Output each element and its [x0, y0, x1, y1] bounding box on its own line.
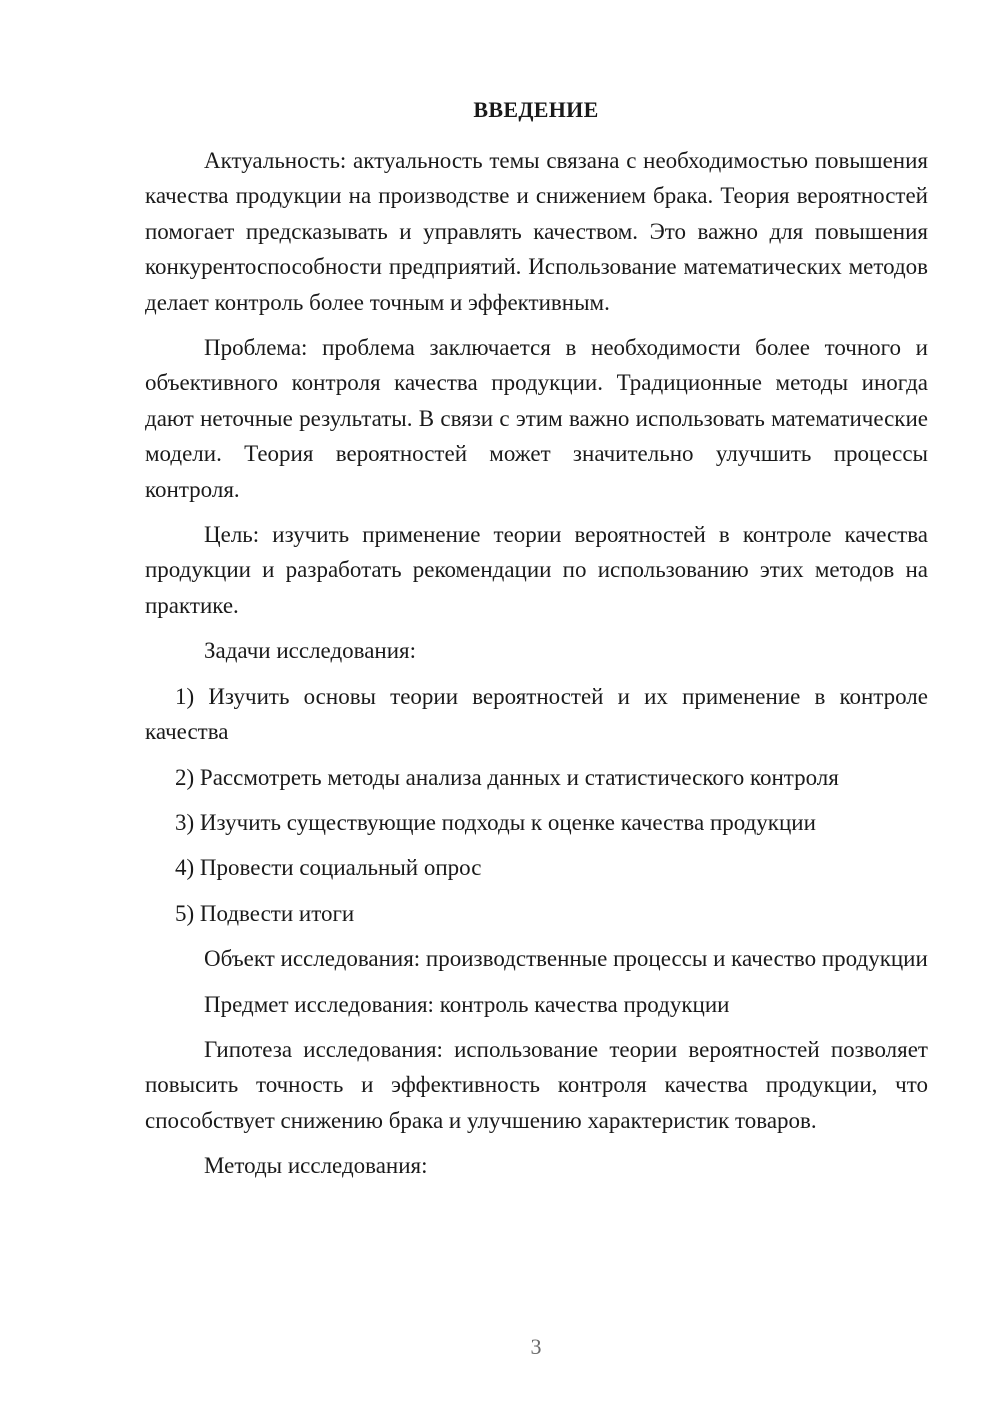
paragraph-problem: Проблема: проблема заключается в необходимости более точного и объективного контроля качества продукции. Традиционные методы иногда дают неточные результаты. В связи с этим важно использовать математические модели. Теория вероятностей может значительно улучшить процессы контроля.: [145, 335, 928, 502]
tasks-heading: Задачи исследования:: [204, 638, 417, 664]
paragraph-relevance: Актуальность: актуальность темы связана с необходимостью повышения качества продукции на производстве и снижением брака. Теория вероятностей помогает предсказывать и управлять качеством. Это важно для повышения конкурентоспособности предприятий. Использование математических методов делает контроль более точным и эффективным.: [145, 148, 928, 315]
document-body: [145, 143, 928, 1184]
paragraph-object: Объект исследования: производственные процессы и качество продукции: [204, 946, 928, 972]
tasks-list: [145, 679, 928, 931]
list-item: 5) Подвести итоги: [175, 900, 355, 926]
page-number: 3: [530, 1334, 542, 1359]
list-item: 4) Провести социальный опрос: [175, 855, 482, 881]
paragraph-subject: Предмет исследования: контроль качества продукции: [204, 991, 730, 1017]
page-title: ВВЕДЕНИЕ: [473, 97, 599, 122]
list-item: 2) Рассмотреть методы анализа данных и статистического контроля: [175, 764, 839, 790]
paragraph-hypothesis: Гипотеза исследования: использование теории вероятностей позволяет повысить точность и эффективность контроля качества продукции, что способствует снижению брака и улучшению характеристик товаров.: [145, 1036, 928, 1133]
methods-heading: Методы исследования:: [204, 1153, 428, 1179]
list-item: 1) Изучить основы теории вероятностей и их применение в контроле качества: [145, 683, 928, 745]
paragraph-goal: Цель: изучить применение теории вероятностей в контроле качества продукции и разработать рекомендации по использованию этих методов на практике.: [145, 522, 928, 618]
list-item: 3) Изучить существующие подходы к оценке качества продукции: [175, 809, 816, 835]
